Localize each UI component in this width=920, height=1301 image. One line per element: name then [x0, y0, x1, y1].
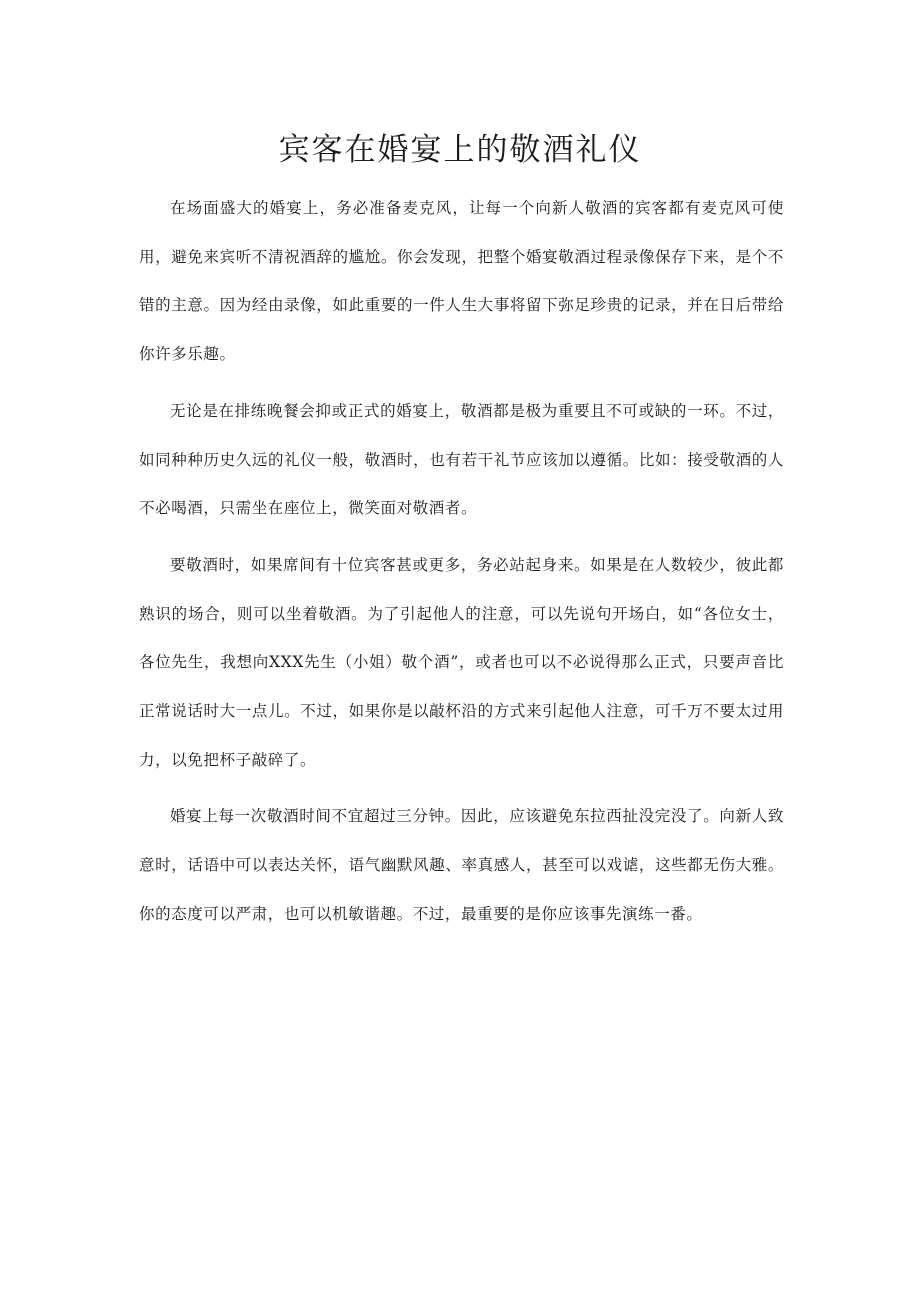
paragraph-microphone-and-recording: 在场面盛大的婚宴上，务必准备麦克风，让每一个向新人敬酒的宾客都有麦克风可使用，避免来宾听不清祝酒辞的尴尬。你会发现，把整个婚宴敬酒过程录像保存下来，是个不错的主意。因为经由录像，如此重要的一件人生大事将留下弥足珍贵的记录，并在日后带给你许多乐趣。 [139, 199, 784, 364]
paragraph-toast-etiquette: 无论是在排练晚餐会抑或正式的婚宴上，敬酒都是极为重要且不可或缺的一环。不过，如同种种历史久远的礼仪一般，敬酒时，也有若干礼节应该加以遵循。比如：接受敬酒的人不必喝酒，只需坐在座位上，微笑面对敬酒者。 [139, 401, 784, 518]
paragraph-toast-length: 婚宴上每一次敬酒时间不宜超过三分钟。因此，应该避免东拉西扯没完没了。向新人致意时，话语中可以表达关怀，语气幽默风趣、率真感人，甚至可以戏谑，这些都无伤大雅。你的态度可以严肃，也可以机敏谐趣。不过，最重要的是你应该事先演练一番。 [139, 807, 784, 923]
document-body [139, 184, 784, 947]
paragraph-standing-and-opening: 要敬酒时，如果席间有十位宾客甚或更多，务必站起身来。如果是在人数较少，彼此都熟识的场合，则可以坐着敬酒。为了引起他人的注意，可以先说句开场白，如“各位女士，各位先生，我想向XXX先生（小姐）敬个酒”，或者也可以不必说得那么正式，只要声音比正常说话时大一点儿。不过，如果你是以敲杯沿的方式来引起他人注意，可千万不要太过用力，以免把杯子敲碎了。 [139, 555, 784, 769]
document-title: 宾客在婚宴上的敬酒礼仪 [278, 132, 642, 168]
